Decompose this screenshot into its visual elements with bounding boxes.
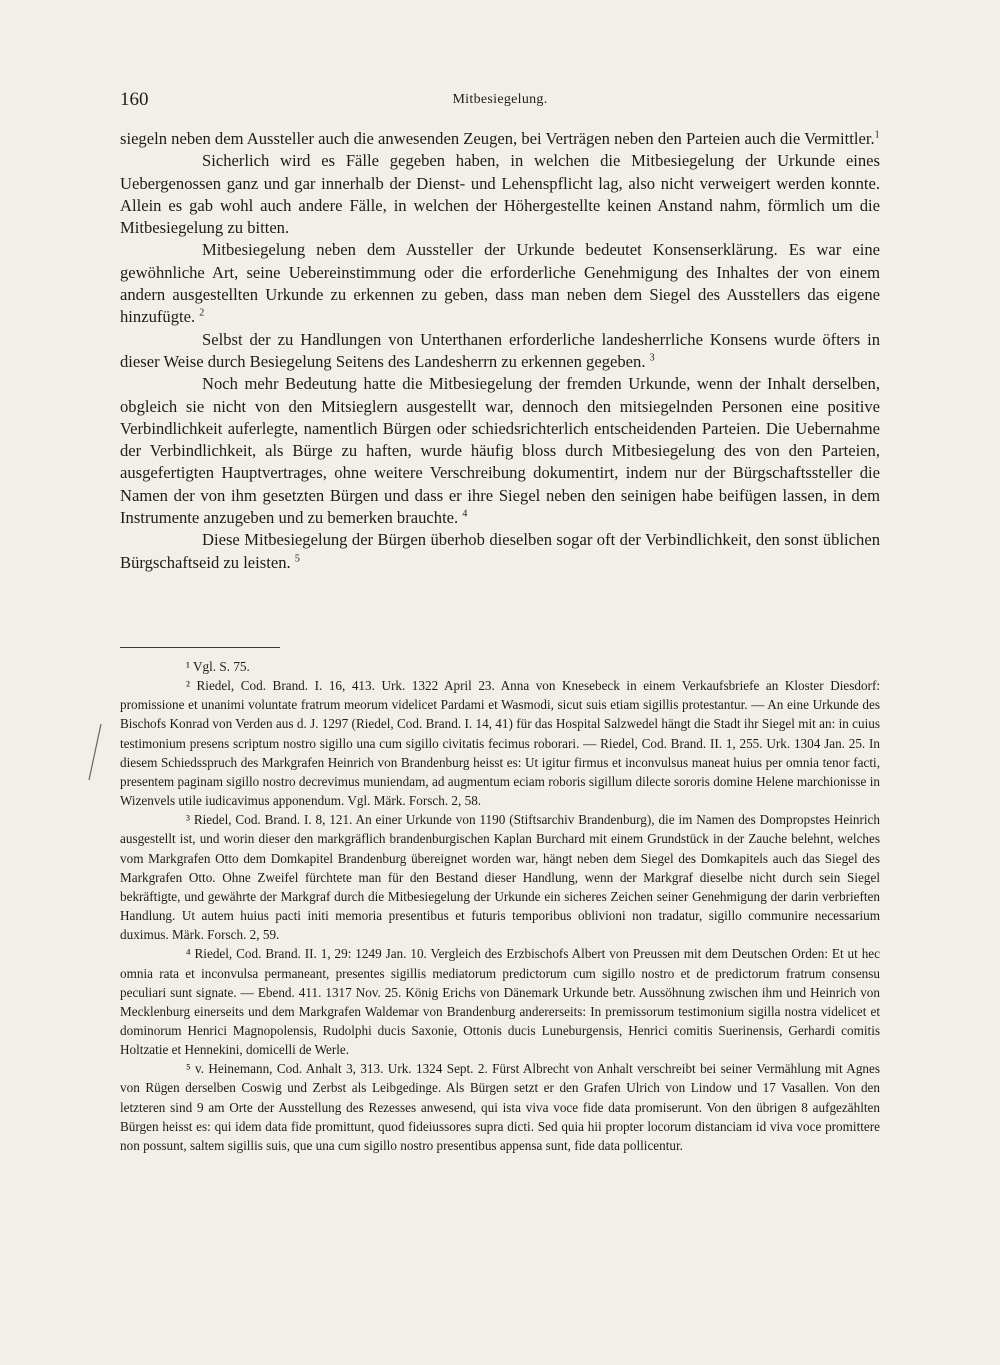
page-header	[120, 89, 880, 113]
footnote-separator	[120, 647, 280, 648]
paragraph-2: Sicherlich wird es Fälle gegeben haben, in welchen die Mitbesiegelung der Urkunde eines Uebergenossen ganz und gar innerhalb der Dienst- und Lehenspflicht lag, also nicht verweigert werden konnte. Allein es gab wohl auch andere Fälle, in welchen der Höhergestellte keinen Anstand nahm, förmlich um die Mitbesiegelung zu bitten.	[120, 151, 880, 238]
footnote-5: ⁵ v. Heinemann, Cod. Anhalt 3, 313. Urk. 1324 Sept. 2. Fürst Albrecht von Anhalt verschreibt bei seiner Vermählung mit Agnes von Rügen derselben Coswig und Zerbst als Leibgedinge. Als Bürgen setzt er den Grafen Ulrich von Lindow und 17 Vasallen. Von den letzteren sind 9 am Orte der Ausstellung des Rezesses anwesend, qui ista viva voce fide data promiserunt. Von den übrigen 8 aufgezählten Bürgen heisst es: qui idem data fide promittunt, quod fideiussores supra dicti. Sed quia hii propter locorum distanciam id viva voce promittere non possunt, saltem sigillis suis, que una cum sigillo nostro presentibus appensa sunt, fide data pollicentur.	[120, 1061, 880, 1153]
body-text	[120, 128, 880, 574]
footnote-2: ² Riedel, Cod. Brand. I. 16, 413. Urk. 1322 April 23. Anna von Knesebeck in einem Verkaufsbriefe an Kloster Diesdorf: promissione et unanimi voluntate fratrum meorum videlicet Pardami et Wasmodi, sicut suis etiam sigillis protestantur. — An eine Urkunde des Bischofs Konrad von Verden aus d. J. 1297 (Riedel, Cod. Brand. I. 14, 41) für das Hospital Salzwedel hängt die Stadt ihr Siegel mit an: in cuius testimonium presens scriptum nostro sigillo una cum sigillo civitatis fecimus roborari. — Riedel, Cod. Brand. II. 1, 255. Urk. 1304 Jan. 25. In diesem Schiedsspruch des Markgrafen Heinrich von Brandenburg heisst es: Ut igitur firmus et inconvulsus maneat huius per omnia tenor facti, presentem paginam sigillo nostro decrevimus muniendam, ad augmentum eciam roboris sigillum dilecte sororis domine Helene marchionisse in Wizenvels utile iudicavimus apponendum. Vgl. Märk. Forsch. 2, 58.	[120, 678, 880, 809]
paragraph-6: Diese Mitbesiegelung der Bürgen überhob dieselben sogar oft der Verbindlichkeit, den sonst üblichen Bürgschaftseid zu leisten. $^5$	[120, 530, 880, 572]
footnotes	[120, 657, 880, 1155]
paragraph-1: siegeln neben dem Aussteller auch die anwesenden Zeugen, bei Verträgen neben den Parteien auch die Vermittler.$^1$	[120, 129, 880, 148]
paragraph-4: Selbst der zu Handlungen von Unterthanen erforderliche landesherrliche Konsens wurde öfters in dieser Weise durch Besiegelung Seitens des Landesherrn zu erkennen gegeben. $^3$	[120, 329, 880, 371]
running-title: Mitbesiegelung.	[452, 92, 548, 107]
footnote-3: ³ Riedel, Cod. Brand. I. 8, 121. An einer Urkunde von 1190 (Stiftsarchiv Brandenburg), die im Namen des Dompropstes Heinrich ausgestellt ist, und worin dieser den markgräflich brandenburgischen Kaplan Burchard mit einem Grundstück in der Zauche belehnt, welches vom Markgrafen Otto dem Domkapitel Brandenburg übereignet worden war, hängt neben dem Siegel des Domkapitels auch das Siegel des Markgrafen Otto. Ohne Zweifel fürchtete man für den Bestand dieser Handlung, wenn der Markgraf dieselbe nicht durch sein Siegel bekräftigte, und gewährte der Markgraf durch die Mitbesiegelung der Urkunde ein sicheres Zeichen seiner Genehmigung der darin verbrieften Handlung. Ut autem huius pacti initi memoria presentibus et futuris temporibus oblivioni non tradatur, sigillo communire necessarium duximus. Märk. Forsch. 2, 59.	[120, 812, 880, 943]
paragraph-5: Noch mehr Bedeutung hatte die Mitbesiegelung der fremden Urkunde, wenn der Inhalt derselben, obgleich sie nicht von den Mitsieglern ausgestellt war, dennoch den mitsiegelnden Personen eine positive Verbindlichkeit auferlegte, namentlich Bürgen oder schiedsrichterlich entscheidenden Parteien. Die Uebernahme der Verbindlichkeit, als Bürge zu haften, wurde häufig bloss durch Mitbesiegelung des von den Parteien, ausgefertigten Hauptvertrages, ohne weitere Verschreibung dokumentirt, indem nur der Bürgschaftssteller die Namen der von ihm gesetzten Bürgen und dass er ihre Siegel neben den seinigen habe beifügen lassen, in dem Instrumente anzugeben und zu bemerken brauchte. $^4$	[120, 374, 880, 528]
footnote-1: ¹ Vgl. S. 75.	[186, 659, 250, 674]
pencil-margin-mark	[85, 722, 105, 782]
paragraph-3: Mitbesiegelung neben dem Aussteller der Urkunde bedeutet Konsenserklärung. Es war eine gewöhnliche Art, seine Uebereinstimmung oder die erforderliche Genehmigung des Inhaltes der von einem andern ausgestellten Urkunde zu erkennen zu geben, dass man neben dem Siegel des Ausstellers das eigene hinzufügte. $^2$	[120, 240, 880, 327]
footnote-4: ⁴ Riedel, Cod. Brand. II. 1, 29: 1249 Jan. 10. Vergleich des Erzbischofs Albert von Preussen mit dem Deutschen Orden: Et ut hec omnia rata et inconvulsa permaneant, presentes sigillis mediatorum predictorum cum sigillo nostro et de predictorum fratrum consensu peculiari sunt signate. — Ebend. 411. 1317 Nov. 25. König Erichs von Dänemark Urkunde betr. Aussöhnung zwischen ihm und Heinrich von Mecklenburg einerseits und dem Markgrafen Waldemar von Brandenburg andererseits: In premissorum testimonium sigilla nostra videlicet et dominorum Henrici Magnopolensis, Rudolphi ducis Saxonie, Ottonis ducis Luneburgensis, Henrici comitis Suerinensis, Gerhardi comitis Holtzatie et Hennekini, domicelli de Werle.	[120, 946, 880, 1058]
page-number: 160	[120, 89, 149, 110]
